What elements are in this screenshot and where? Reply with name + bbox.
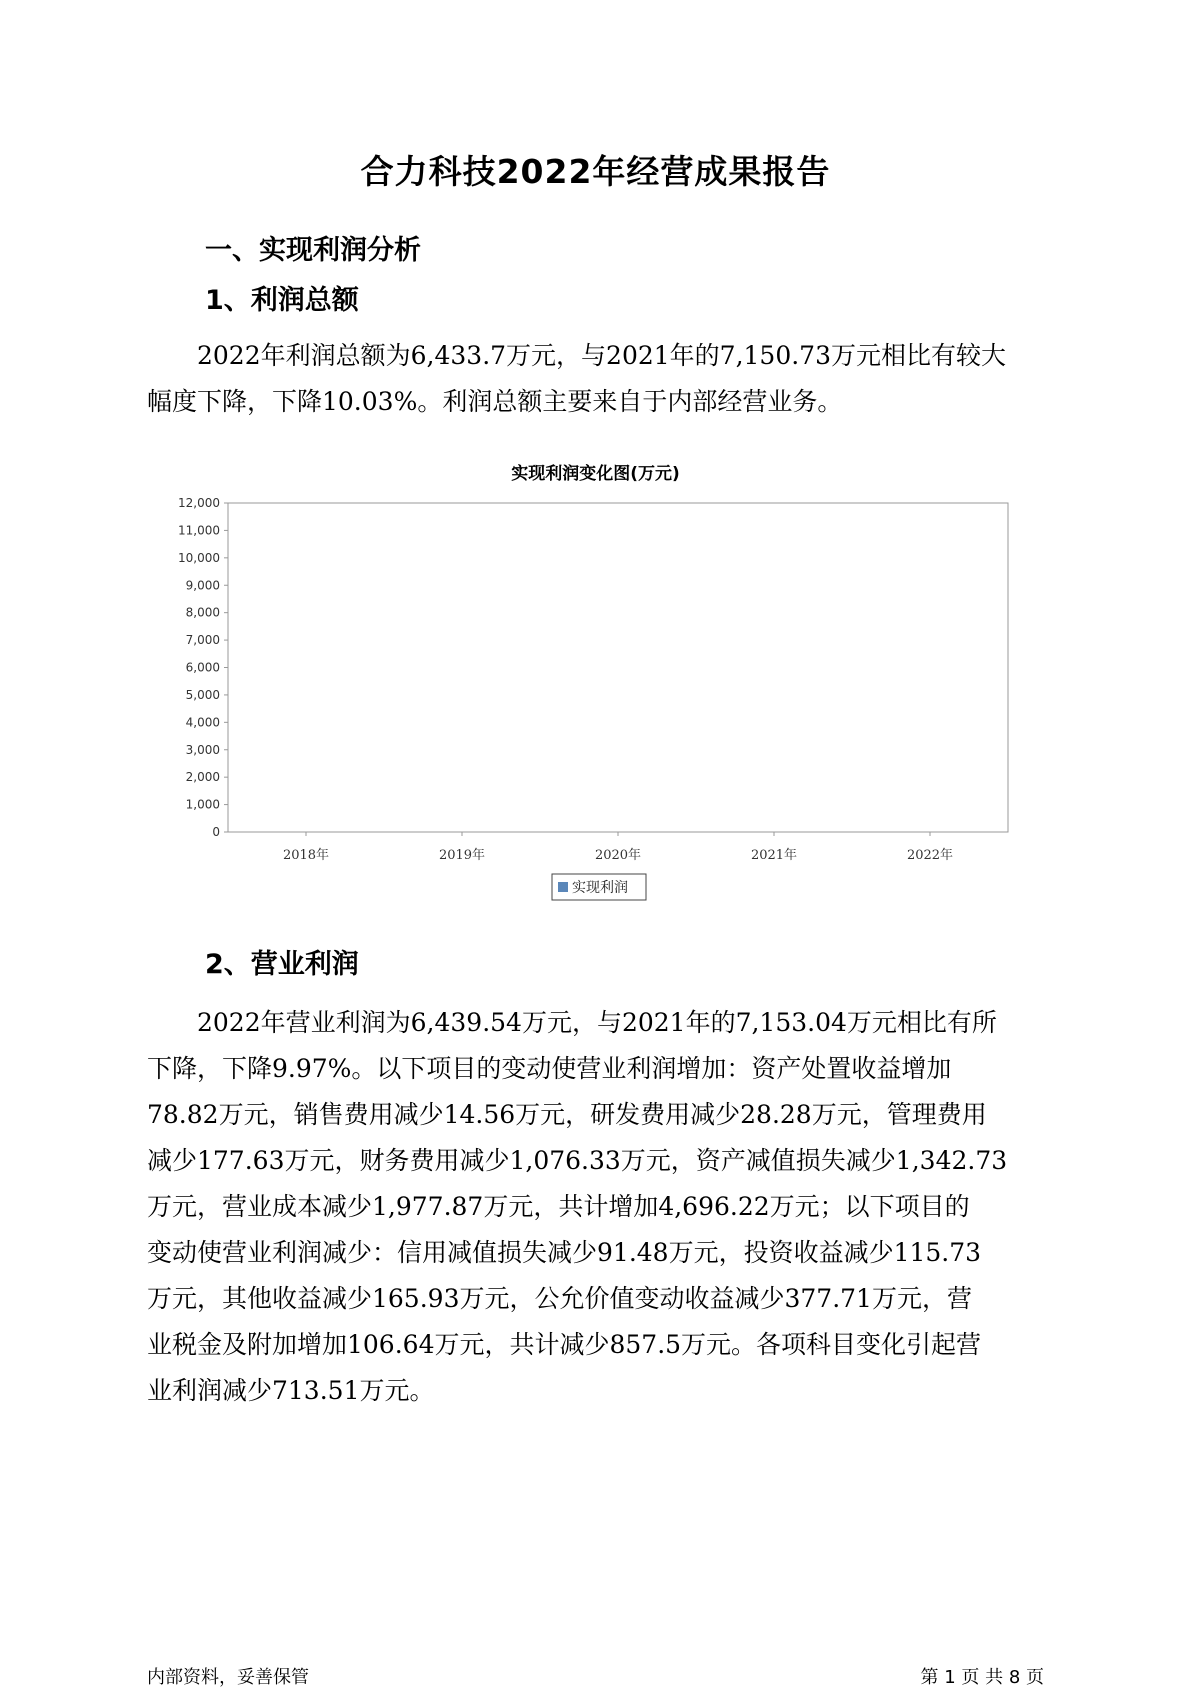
paragraph-line: 减少177.63万元，财务费用减少1,076.33万元，资产减值损失减少1,342.73 <box>147 1146 1008 1175</box>
y-tick-label: 1,000 <box>185 797 220 812</box>
y-tick-label: 9,000 <box>185 578 220 593</box>
legend-swatch <box>558 882 568 892</box>
paragraph-line: 变动使营业利润减少：信用减值损失减少91.48万元，投资收益减少115.73 <box>147 1238 982 1267</box>
chart-axes <box>178 496 1008 863</box>
chart-legend <box>552 874 646 900</box>
paragraph-line: 万元，其他收益减少165.93万元，公允价值变动收益减少377.71万元，营 <box>147 1284 972 1313</box>
y-tick-label: 4,000 <box>185 715 220 730</box>
y-tick-label: 11,000 <box>178 523 220 538</box>
subheading-total-profit: 1、利润总额 <box>205 285 359 316</box>
paragraph-line: 2022年营业利润为6,439.54万元，与2021年的7,153.04万元相比有所 <box>197 1008 997 1037</box>
paragraph-line: 业税金及附加增加106.64万元，共计减少857.5万元。各项科目变化引起营 <box>147 1330 982 1359</box>
x-tick-label: 2020年 <box>594 848 642 863</box>
section-heading-profit-analysis: 一、实现利润分析 <box>205 235 421 266</box>
legend-label: 实现利润 <box>572 880 628 896</box>
y-tick-label: 5,000 <box>185 687 220 702</box>
y-tick-label: 8,000 <box>185 605 220 620</box>
chart-title: 实现利润变化图(万元) <box>511 464 680 484</box>
report-title: 合力科技2022年经营成果报告 <box>360 152 831 191</box>
x-tick-label: 2018年 <box>282 848 330 863</box>
x-tick-label: 2019年 <box>438 848 486 863</box>
y-tick-label: 7,000 <box>185 633 220 648</box>
footer-page-number: 第 1 页 共 8 页 <box>920 1667 1044 1688</box>
footer-confidential-note: 内部资料，妥善保管 <box>147 1667 309 1688</box>
plot-frame <box>228 503 1008 832</box>
paragraph-operating-profit <box>147 1000 1047 1414</box>
paragraph-line: 78.82万元，销售费用减少14.56万元，研发费用减少28.28万元，管理费用 <box>147 1100 987 1129</box>
paragraph-line: 2022年利润总额为6,433.7万元，与2021年的7,150.73万元相比有较大 <box>197 341 1006 370</box>
y-tick-label: 6,000 <box>185 660 220 675</box>
paragraph-line: 业利润减少713.51万元。 <box>147 1376 435 1405</box>
x-tick-label: 2021年 <box>750 848 798 863</box>
y-tick-label: 10,000 <box>178 550 220 565</box>
y-tick-label: 12,000 <box>178 496 220 510</box>
paragraph-line: 万元，营业成本减少1,977.87万元，共计增加4,696.22万元；以下项目的 <box>147 1192 970 1221</box>
y-tick-label: 3,000 <box>185 742 220 757</box>
paragraph-line: 下降，下降9.97%。以下项目的变动使营业利润增加：资产处置收益增加 <box>147 1054 952 1083</box>
x-tick-label: 2022年 <box>906 848 954 863</box>
paragraph-line: 幅度下降，下降10.03%。利润总额主要来自于内部经营业务。 <box>147 387 843 416</box>
subheading-operating-profit: 2、营业利润 <box>205 949 359 980</box>
y-tick-label: 0 <box>212 825 220 839</box>
y-tick-label: 2,000 <box>185 770 220 785</box>
